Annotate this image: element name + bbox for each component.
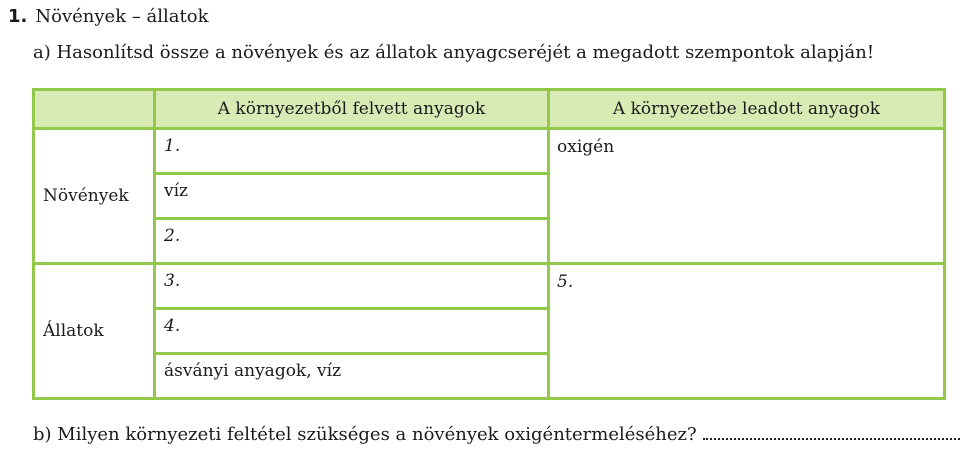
header-empty-cell <box>34 90 155 129</box>
plants-output-cell: oxigén <box>549 129 945 264</box>
answer-cell-5[interactable] <box>549 264 945 399</box>
task-b-prompt: b) Milyen környezeti feltétel szükséges a növények oxigéntermeléséhez? <box>33 424 697 445</box>
exercise-title-text: Növények – állatok <box>35 6 209 27</box>
cell-text: ásványi anyagok, víz <box>164 361 342 381</box>
exercise-title <box>8 4 209 30</box>
comparison-table <box>32 88 946 400</box>
answer-cell-1[interactable] <box>155 129 549 174</box>
answer-cell-3[interactable] <box>155 264 549 309</box>
cell-text: víz <box>164 181 188 201</box>
cell-text: 3. <box>164 271 181 291</box>
given-cell-minerals <box>155 354 549 399</box>
given-cell-water <box>155 174 549 219</box>
exercise-number: 1. <box>8 6 28 27</box>
task-b <box>33 422 960 448</box>
cell-text: 4. <box>164 316 181 336</box>
table-row <box>34 129 945 174</box>
header-intake: A környezetből felvett anyagok <box>155 90 549 129</box>
table-row <box>34 264 945 309</box>
cell-text: 1. <box>164 136 181 156</box>
row-label-plants: Növények <box>34 129 155 264</box>
cell-text: 5. <box>557 272 574 292</box>
answer-line[interactable] <box>703 424 960 440</box>
table-header-row <box>34 90 945 129</box>
answer-cell-2[interactable] <box>155 219 549 264</box>
row-label-animals: Állatok <box>34 264 155 399</box>
task-a-prompt: a) Hasonlítsd össze a növények és az állatok anyagcseréjét a megadott szempontok alapján! <box>33 42 875 63</box>
header-output: A környezetbe leadott anyagok <box>549 90 945 129</box>
answer-cell-4[interactable] <box>155 309 549 354</box>
cell-text: 2. <box>164 226 181 246</box>
